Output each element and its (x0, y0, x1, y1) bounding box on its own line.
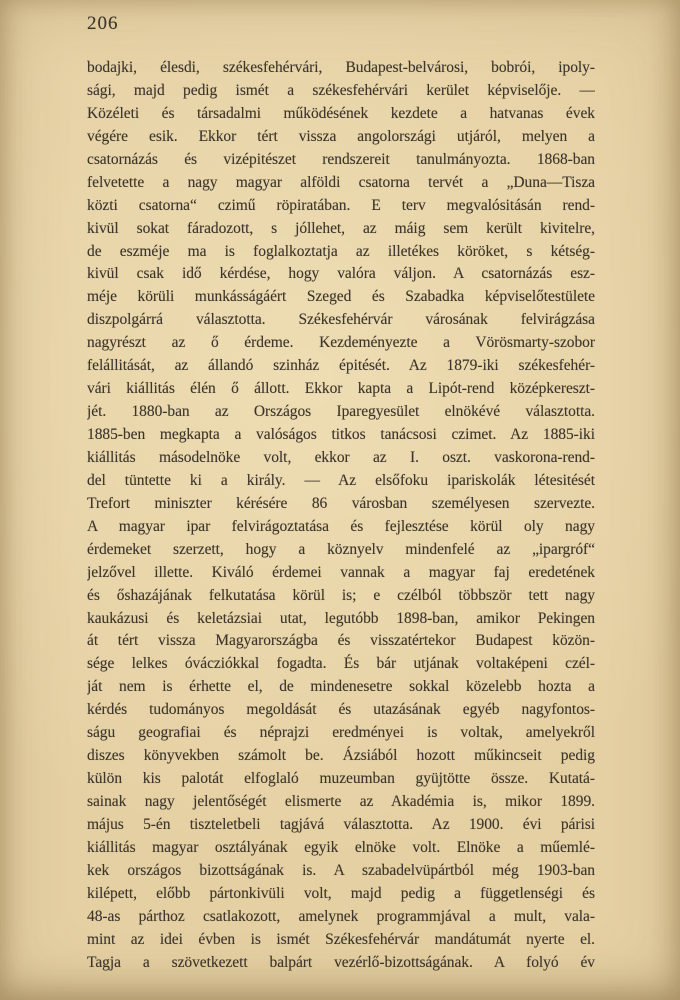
text-line: sági, majd pedig ismét a székesfehérvári kerület képviselője. — (87, 81, 595, 99)
text-line: kiállitás másodelnöke volt, ekkor az I. oszt. vaskorona-rend- (87, 448, 595, 466)
text-line: diszpolgárrá választotta. Székesfehérvár városának felvirágzása (87, 311, 595, 329)
text-line: végére esik. Ekkor tért vissza angolországi utjáról, melyen a (87, 127, 595, 145)
text-line: jét. 1880-ban az Országos Iparegyesület elnökévé választotta. (87, 403, 595, 421)
text-line: Tagja a szövetkezett balpárt vezérlő-bizottságának. A folyó év (87, 953, 595, 971)
text-line: ját nem is érhette el, de mindenesetre sokkal közelebb hozta a (87, 678, 595, 696)
text-line: át tért vissza Magyarországba és visszatértekor Budapest közön- (87, 632, 595, 650)
text-line: kiállitás magyar osztályának egyik elnöke volt. Elnöke a műemlé- (87, 838, 595, 856)
text-line: május 5-én tiszteletbeli tagjává választotta. Az 1900. évi párisi (87, 815, 595, 833)
text-line: érdemeket szerzett, hogy a köznyelv mindenfelé az „ipargróf“ (87, 540, 595, 558)
text-line: bodajki, élesdi, székesfehérvári, Budapest-belvárosi, bobrói, ipoly- (87, 59, 595, 76)
text-line: sége lelkes óvácziókkal fogadta. És bár utjának voltaképeni czél- (87, 655, 595, 673)
text-line: nagyrészt az ő érdeme. Kezdeményezte a Vörösmarty-szobor (87, 334, 595, 352)
text-line: 48-as párthoz csatlakozott, amelynek programmjával a mult, vala- (87, 907, 595, 925)
body-text-block (87, 57, 595, 975)
text-line: és őshazájának felkutatása körül is; e czélból többször tett nagy (87, 586, 595, 604)
text-line: sainak nagy jelentőségét elismerte az Akadémia is, mikor 1899. (87, 793, 595, 810)
text-line: del tüntette ki a király. — Az elsőfoku ipariskolák létesitését (87, 471, 595, 489)
text-line: ságu geografiai és néprajzi eredményei is voltak, amelyekről (87, 724, 595, 742)
text-line: felvetette a nagy magyar alföldi csatorna tervét a „Duna—Tisza (87, 173, 595, 191)
text-line: külön kis palotát elfoglaló muzeumban gyüjtötte össze. Kutatá- (87, 770, 595, 788)
text-line: diszes könyvekben számolt be. Ázsiából hozott műkincseit pedig (87, 747, 595, 765)
text-line: kérdés tudományos megoldását és utazásának egyéb nagyfontos- (87, 701, 595, 719)
text-line: Közéleti és társadalmi működésének kezdete a hatvanas évek (87, 104, 595, 122)
text-line: mint az idei évben is ismét Székesfehérvár mandátumát nyerte el. (87, 930, 595, 948)
text-line: vári kiállitás élén ő állott. Ekkor kapta a Lipót-rend középkereszt- (87, 380, 595, 398)
text-line: kek országos bizottságának is. A szabadelvüpártból még 1903-ban (87, 861, 595, 879)
text-line: csatornázás és vizépitészet rendszereit tanulmányozta. 1868-ban (87, 150, 595, 168)
page-number: 206 (87, 13, 119, 34)
text-line: 1885-ben megkapta a valóságos titkos tanácsosi czimet. Az 1885-iki (87, 426, 595, 443)
text-line: közti csatorna“ czimű röpiratában. E terv megvalósitásán rend- (87, 196, 595, 214)
text-line: kivül sokat fáradozott, s jóllehet, az máig sem került kivitelre, (87, 219, 595, 237)
text-line: kivül csak idő kérdése, hogy valóra váljon. A csatornázás esz- (87, 265, 595, 283)
text-line: felállitását, az állandó szinház épitését. Az 1879-iki székesfehér- (87, 357, 595, 375)
text-line: kaukázusi és keletázsiai utat, legutóbb 1898-ban, amikor Pekingen (87, 609, 595, 627)
text-line: jelzővel illette. Kiváló érdemei vannak a magyar faj eredetének (87, 563, 595, 581)
text-line: kilépett, előbb pártonkivüli volt, majd pedig a függetlenségi és (87, 884, 595, 902)
text-line: A magyar ipar felvirágoztatása és fejlesztése körül oly nagy (87, 517, 595, 535)
text-line: de eszméje ma is foglalkoztatja az illetékes köröket, s kétség- (87, 242, 595, 260)
text-line: Trefort miniszter kérésére 86 városban személyesen szervezte. (87, 494, 595, 512)
text-line: méje körüli munkásságáért Szeged és Szabadka képviselőtestülete (87, 288, 595, 306)
